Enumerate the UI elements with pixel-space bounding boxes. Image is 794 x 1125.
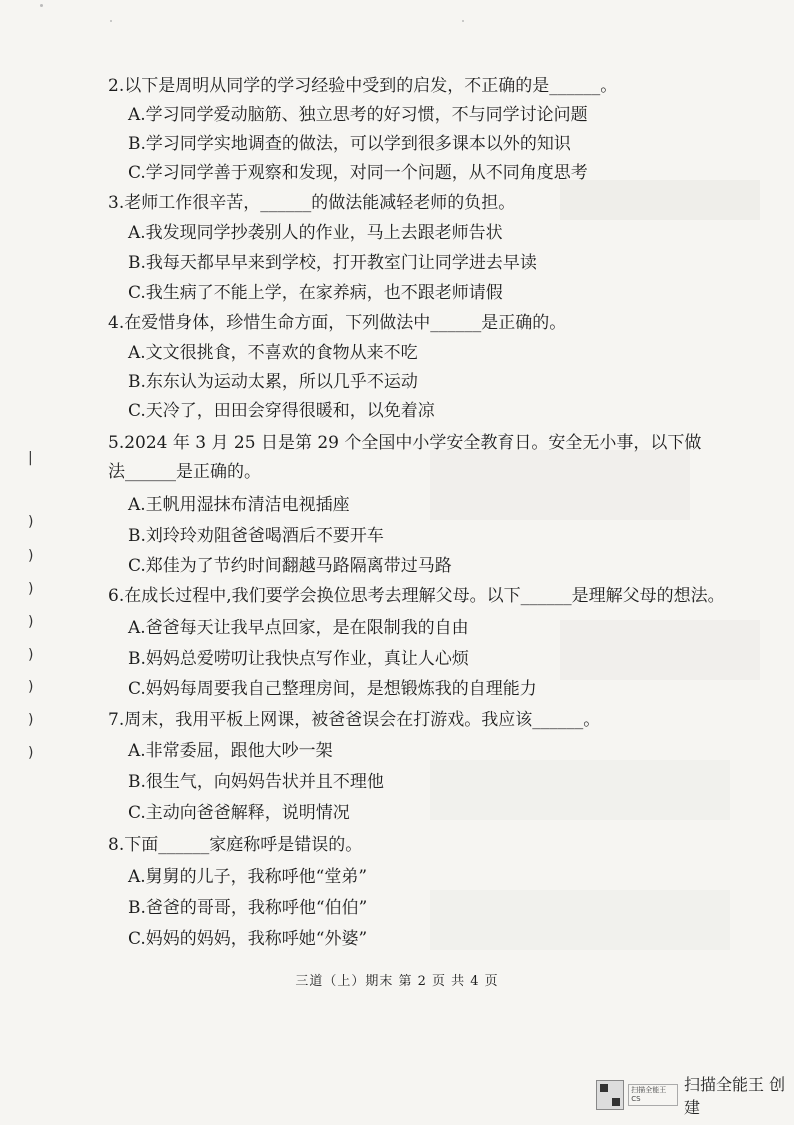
question-6-option-b: B.妈妈总爱唠叨让我快点写作业，真让人心烦 bbox=[128, 649, 469, 669]
question-5-stem: 5.2024 年 3 月 25 日是第 29 个全国中小学安全教育日。安全无小事，以下做 bbox=[108, 433, 702, 453]
question-4-option-c: C.天冷了，田田会穿得很暖和，以免着凉 bbox=[128, 401, 435, 421]
question-7-option-c: C.主动向爸爸解释，说明情况 bbox=[128, 803, 350, 823]
question-6-option-c: C.妈妈每周要我自己整理房间，是想锻炼我的自理能力 bbox=[128, 679, 537, 699]
margin-mark: ) bbox=[28, 548, 34, 564]
scanner-watermark bbox=[596, 1075, 794, 1117]
question-8-option-b: B.爸爸的哥哥，我称呼他“伯伯” bbox=[128, 898, 368, 918]
question-5-option-c: C.郑佳为了节约时间翻越马路隔离带过马路 bbox=[128, 556, 452, 576]
question-5-option-b: B.刘玲玲劝阻爸爸喝酒后不要开车 bbox=[128, 526, 384, 546]
qr-code-icon bbox=[596, 1080, 624, 1110]
question-5-option-a: A.王帆用湿抹布清洁电视插座 bbox=[128, 495, 350, 515]
question-8-stem: 8.下面______家庭称呼是错误的。 bbox=[108, 835, 363, 855]
camscanner-logo: 扫描全能王 CS bbox=[628, 1084, 678, 1106]
question-2-option-c: C.学习同学善于观察和发现，对同一个问题，从不同角度思考 bbox=[128, 163, 588, 183]
question-3-option-b: B.我每天都早早来到学校，打开教室门让同学进去早读 bbox=[128, 253, 537, 273]
margin-mark: ) bbox=[28, 712, 34, 728]
question-6-option-a: A.爸爸每天让我早点回家，是在限制我的自由 bbox=[128, 618, 469, 638]
question-2-option-b: B.学习同学实地调查的做法，可以学到很多课本以外的知识 bbox=[128, 134, 571, 154]
watermark-text: 扫描全能王 创建 bbox=[684, 1075, 786, 1117]
question-4-option-a: A.文文很挑食，不喜欢的食物从来不吃 bbox=[128, 343, 418, 363]
question-3-stem: 3.老师工作很辛苦，______的做法能减轻老师的负担。 bbox=[108, 193, 516, 213]
question-2-option-a: A.学习同学爱动脑筋、独立思考的好习惯，不与同学讨论问题 bbox=[128, 105, 588, 125]
question-2-stem: 2.以下是周明从同学的学习经验中受到的启发，不正确的是______。 bbox=[108, 76, 618, 96]
margin-mark: ) bbox=[28, 514, 34, 530]
question-7-option-b: B.很生气，向妈妈告状并且不理他 bbox=[128, 772, 384, 792]
question-7-stem: 7.周末，我用平板上网课，被爸爸误会在打游戏。我应该______。 bbox=[108, 710, 601, 730]
margin-mark: ) bbox=[28, 679, 34, 695]
question-7-option-a: A.非常委屈，跟他大吵一架 bbox=[128, 741, 333, 761]
margin-mark: ) bbox=[28, 614, 34, 630]
question-3-option-a: A.我发现同学抄袭别人的作业，马上去跟老师告状 bbox=[128, 223, 503, 243]
question-5-stem-line2: 法______是正确的。 bbox=[108, 462, 261, 482]
margin-mark: ) bbox=[28, 581, 34, 597]
question-4-option-b: B.东东认为运动太累，所以几乎不运动 bbox=[128, 372, 418, 392]
margin-mark: ) bbox=[28, 745, 34, 761]
question-6-stem: 6.在成长过程中,我们要学会换位思考去理解父母。以下______是理解父母的想法。 bbox=[108, 586, 725, 606]
question-8-option-c: C.妈妈的妈妈，我称呼她“外婆” bbox=[128, 929, 368, 949]
page-footer: 三道（上）期末 第 2 页 共 4 页 bbox=[295, 974, 499, 989]
question-3-option-c: C.我生病了不能上学，在家养病，也不跟老师请假 bbox=[128, 283, 503, 303]
margin-mark: | bbox=[28, 450, 33, 466]
margin-mark: ) bbox=[28, 647, 34, 663]
question-4-stem: 4.在爱惜身体，珍惜生命方面，下列做法中______是正确的。 bbox=[108, 313, 567, 333]
question-8-option-a: A.舅舅的儿子，我称呼他“堂弟” bbox=[128, 867, 368, 887]
